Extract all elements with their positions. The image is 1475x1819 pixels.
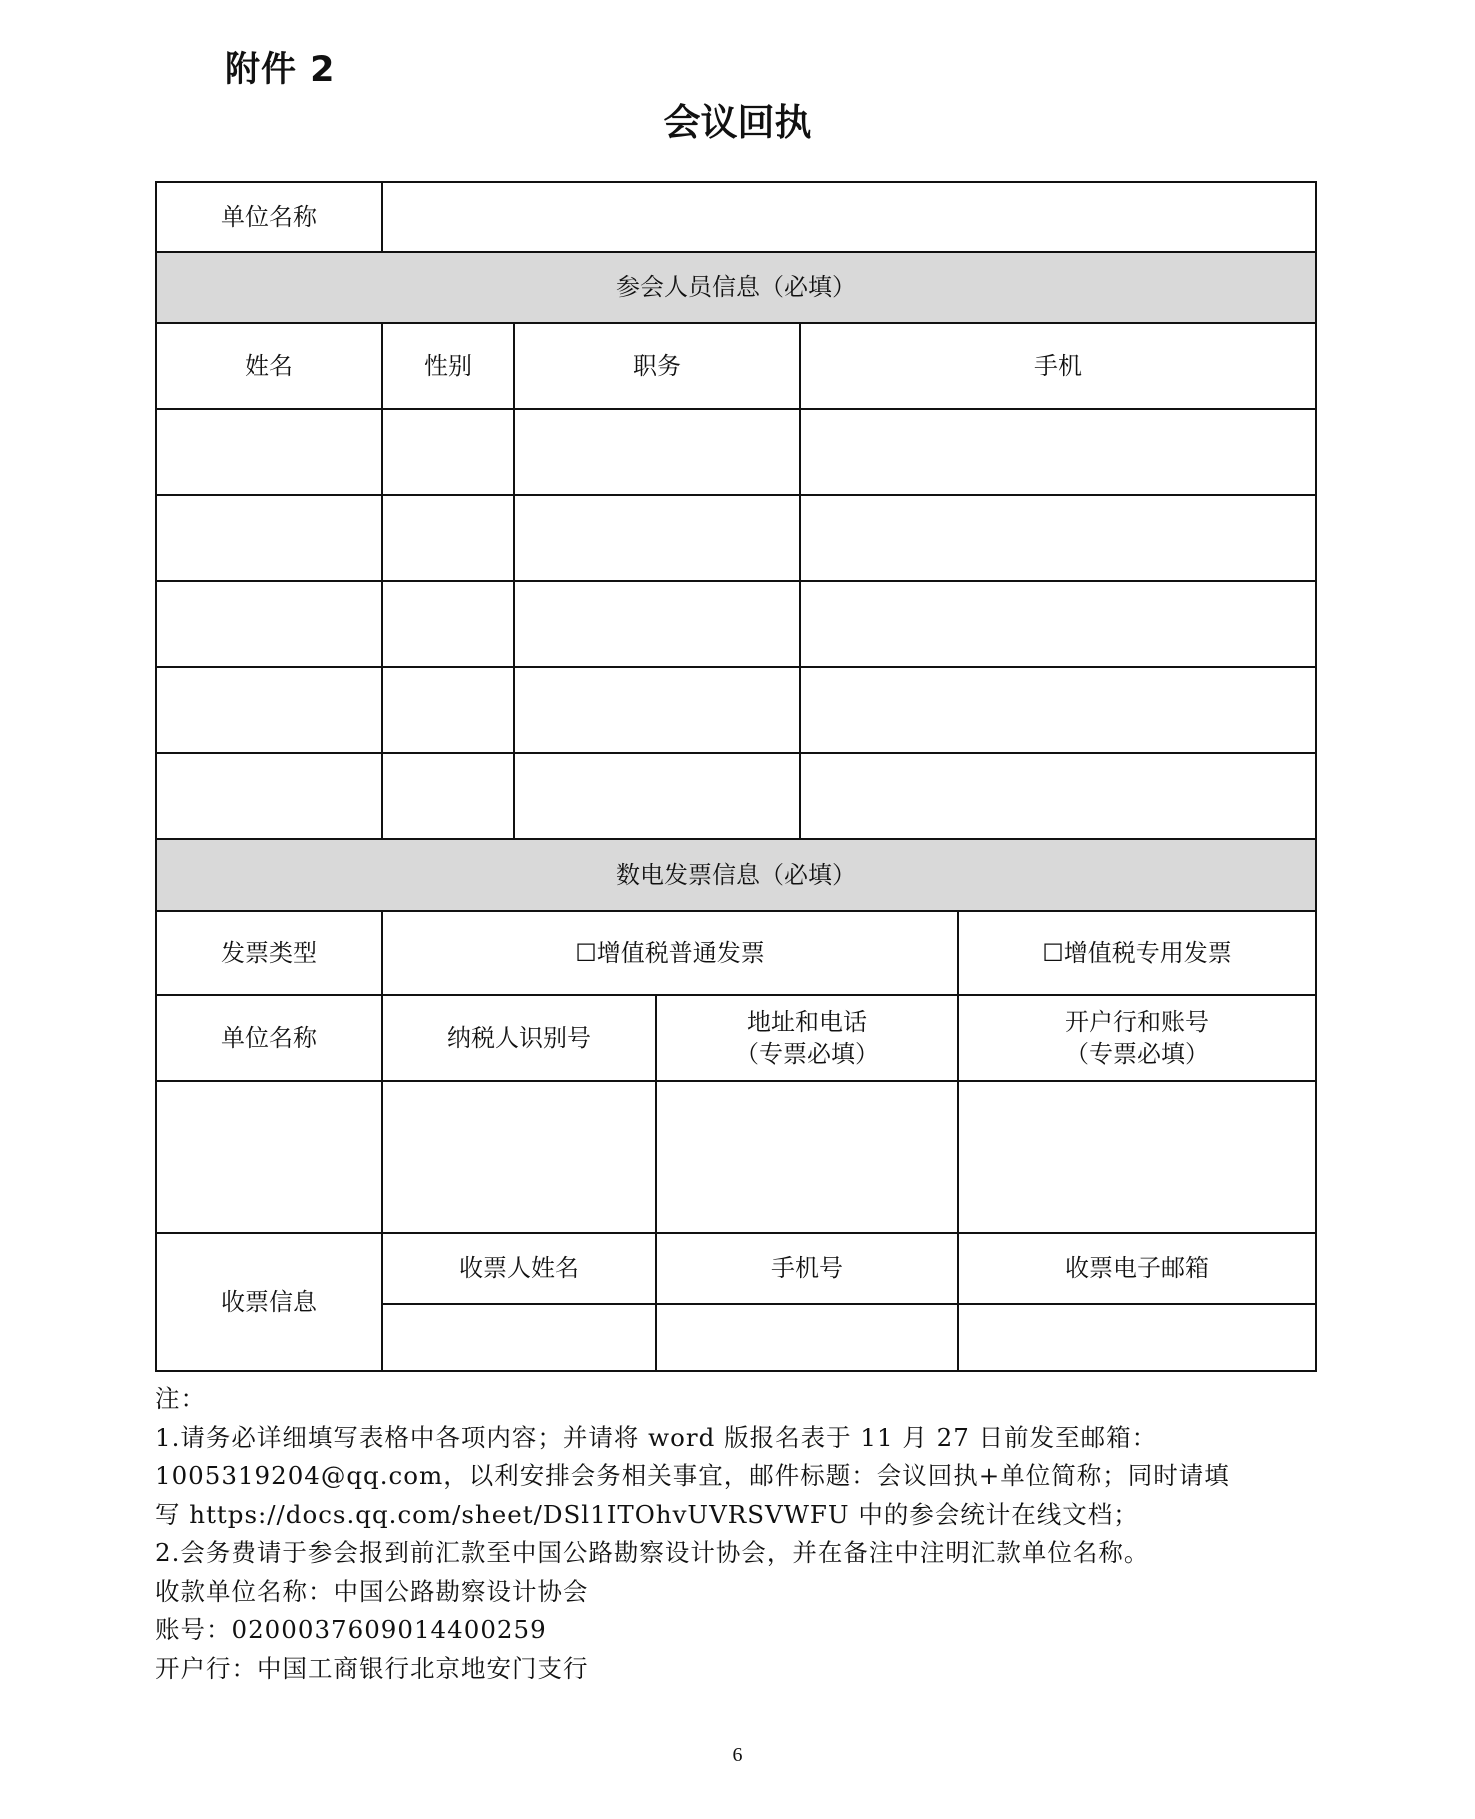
- attendee-mobile-cell[interactable]: [800, 409, 1316, 495]
- account-number: 账号：0200037609014400259: [155, 1615, 547, 1644]
- notes-heading: 注：: [155, 1384, 206, 1413]
- unit-name-label: 单位名称: [156, 182, 382, 252]
- attendee-gender-cell[interactable]: [382, 409, 514, 495]
- attendee-row: [156, 409, 1316, 495]
- attendee-name-cell[interactable]: [156, 753, 382, 839]
- attendee-gender-cell[interactable]: [382, 667, 514, 753]
- attendee-row: [156, 495, 1316, 581]
- attendee-row: [156, 667, 1316, 753]
- invoice-special-checkbox[interactable]: ☐增值税专用发票: [958, 911, 1316, 995]
- notes-line: 写 https://docs.qq.com/sheet/DSl1ITOhvUVRSVWFU 中的参会统计在线文档；: [155, 1499, 1139, 1529]
- notes-line: 2.会务费请于参会报到前汇款至中国公路勘察设计协会，并在备注中注明汇款单位名称。: [155, 1538, 1150, 1567]
- attendee-name-cell[interactable]: [156, 495, 382, 581]
- header-mobile: 手机: [800, 323, 1316, 409]
- receipt-info-label: 收票信息: [156, 1233, 382, 1371]
- address-phone-cell[interactable]: [656, 1081, 958, 1233]
- page-number: 6: [732, 1744, 743, 1766]
- attendee-mobile-cell[interactable]: [800, 495, 1316, 581]
- invoice-section-header: 数电发票信息（必填）: [156, 839, 1316, 911]
- attendee-mobile-cell[interactable]: [800, 581, 1316, 667]
- notes-line: 1005319204@qq.com，以利安排会务相关事宜，邮件标题：会议回执+单位简称；同时请填: [155, 1461, 1230, 1490]
- attendee-mobile-cell[interactable]: [800, 667, 1316, 753]
- unit-name-input[interactable]: [382, 182, 1316, 252]
- page-title: 会议回执: [663, 101, 812, 144]
- receiver-email-header: 收票电子邮箱: [958, 1233, 1316, 1304]
- attachment-label: 附件 2: [225, 50, 336, 90]
- attendee-name-cell[interactable]: [156, 409, 382, 495]
- attendee-mobile-cell[interactable]: [800, 753, 1316, 839]
- address-phone-label: 地址和电话: [747, 1007, 867, 1036]
- tax-id-header: 纳税人识别号: [382, 995, 656, 1081]
- receiver-name-header: 收票人姓名: [382, 1233, 656, 1304]
- attendee-gender-cell[interactable]: [382, 495, 514, 581]
- bank-account-cell[interactable]: [958, 1081, 1316, 1233]
- attendee-position-cell[interactable]: [514, 667, 800, 753]
- payee-name: 收款单位名称：中国公路勘察设计协会: [155, 1576, 589, 1606]
- invoice-unit-name-cell[interactable]: [156, 1081, 382, 1233]
- attendee-row: [156, 581, 1316, 667]
- receiver-mobile-header: 手机号: [656, 1233, 958, 1304]
- address-phone-note: （专票必填）: [735, 1040, 879, 1068]
- notes-block: [155, 1380, 1325, 1688]
- invoice-row: [156, 1081, 1316, 1233]
- meeting-receipt-form: [155, 181, 1317, 1372]
- attendees-section-header: 参会人员信息（必填）: [156, 252, 1316, 323]
- attendee-gender-cell[interactable]: [382, 753, 514, 839]
- invoice-general-checkbox[interactable]: ☐增值税普通发票: [382, 911, 958, 995]
- header-position: 职务: [514, 323, 800, 409]
- invoice-unit-name-header: 单位名称: [156, 995, 382, 1081]
- bank-account-note: （专票必填）: [1065, 1040, 1210, 1068]
- header-name: 姓名: [156, 323, 382, 409]
- header-gender: 性别: [382, 323, 514, 409]
- attendee-position-cell[interactable]: [514, 581, 800, 667]
- attendee-gender-cell[interactable]: [382, 581, 514, 667]
- tax-id-cell[interactable]: [382, 1081, 656, 1233]
- address-phone-header: [656, 995, 958, 1081]
- notes-line: 1.请务必详细填写表格中各项内容；并请将 word 版报名表于 11 月 27 日前发至邮箱：: [155, 1422, 1158, 1452]
- attendee-position-cell[interactable]: [514, 495, 800, 581]
- receiver-email-cell[interactable]: [958, 1304, 1316, 1371]
- attendee-position-cell[interactable]: [514, 409, 800, 495]
- receiver-name-cell[interactable]: [382, 1304, 656, 1371]
- bank-name: 开户行：中国工商银行北京地安门支行: [155, 1653, 589, 1683]
- attendee-row: [156, 753, 1316, 839]
- attendee-name-cell[interactable]: [156, 667, 382, 753]
- attendee-name-cell[interactable]: [156, 581, 382, 667]
- receiver-mobile-cell[interactable]: [656, 1304, 958, 1371]
- attendee-position-cell[interactable]: [514, 753, 800, 839]
- bank-account-label: 开户行和账号: [1065, 1007, 1210, 1036]
- bank-account-header: [958, 995, 1316, 1081]
- invoice-type-label: 发票类型: [156, 911, 382, 995]
